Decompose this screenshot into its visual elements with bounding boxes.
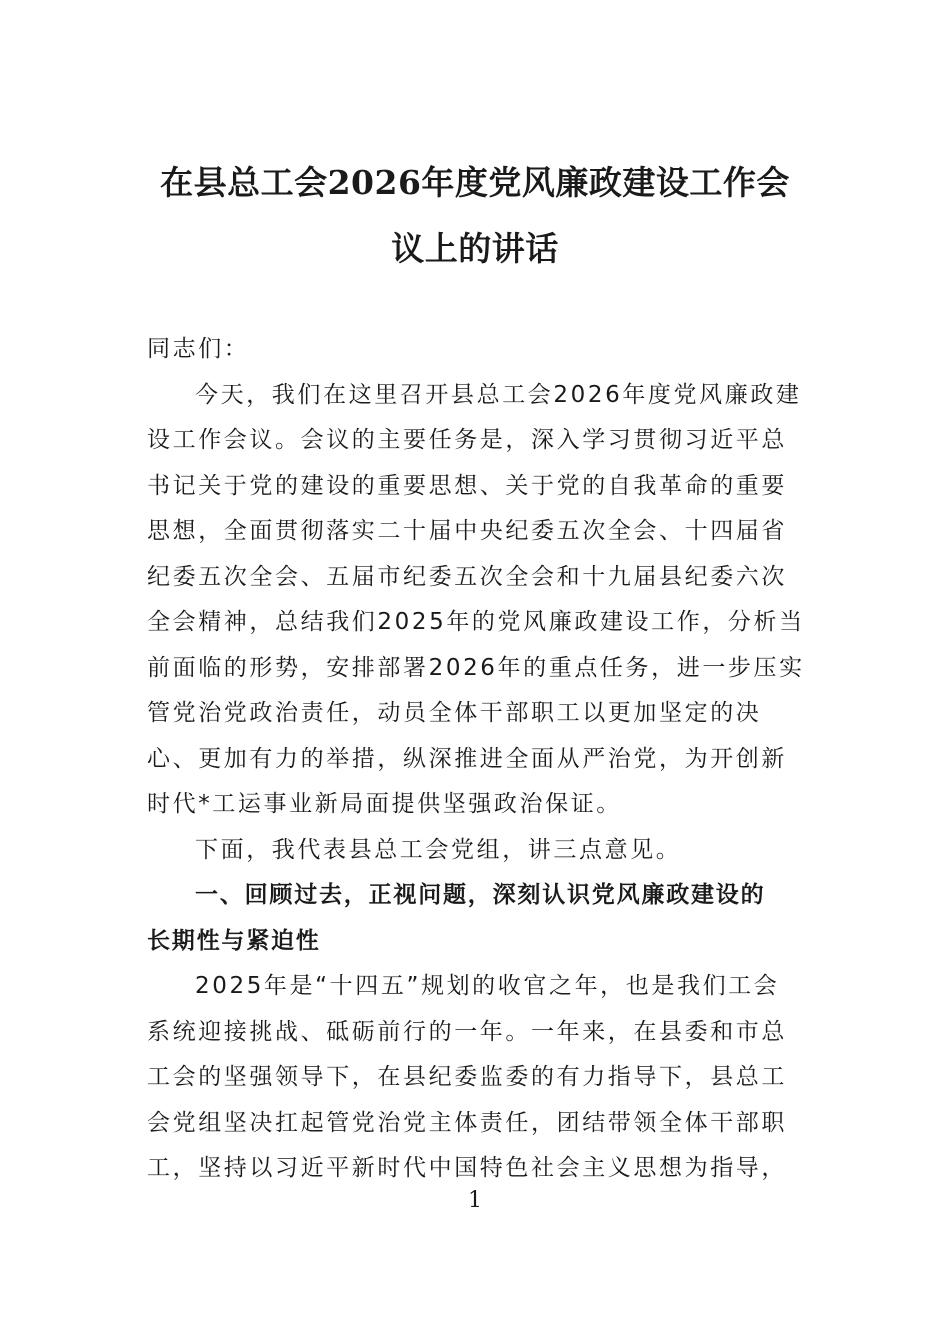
title-line: 议上的讲话 — [391, 229, 559, 268]
review-paragraph — [147, 964, 807, 1192]
title-line: 在县总工会2026年度党风廉政建设工作会 — [160, 163, 790, 202]
paragraph-line: 纪委五次全会、五届市纪委五次全会和十九届县纪委六次 — [147, 563, 787, 590]
paragraph-line: 工，坚持以习近平新时代中国特色社会主义思想为指导， — [147, 1155, 787, 1181]
document-title — [148, 150, 802, 282]
paragraph-line: 思想，全面贯彻落实二十届中央纪委五次全会、十四届省 — [147, 518, 787, 544]
section-heading-line: 一、回顾过去，正视问题，深刻认识党风廉政建设的 — [195, 882, 766, 908]
section-heading — [147, 873, 807, 964]
paragraph-line: 管党治党政治责任，动员全体干部职工以更加坚定的决 — [147, 700, 762, 726]
paragraph-line: 系统迎接挑战、砥砺前行的一年。一年来，在县委和市总 — [147, 1018, 787, 1045]
paragraph-line: 设工作会议。会议的主要任务是，深入学习贯彻习近平总 — [147, 427, 787, 453]
paragraph-line: 前面临的形势，安排部署2026年的重点任务，进一步压实 — [147, 654, 805, 681]
paragraph-line: 心、更加有力的举措，纵深推进全面从严治党，为开创新 — [147, 745, 787, 772]
salutation: 同志们： — [147, 336, 250, 362]
paragraph-line: 工会的坚强领导下，在县纪委监委的有力指导下，县总工 — [147, 1064, 787, 1090]
paragraph-line: 书记关于党的建设的重要思想、关于党的自我革命的重要 — [147, 472, 787, 499]
paragraph-line: 今天，我们在这里召开县总工会2026年度党风廉政建 — [195, 381, 802, 408]
paragraph-line: 2025年是“十四五”规划的收官之年，也是我们工会 — [195, 973, 780, 999]
section-heading-line: 长期性与紧迫性 — [147, 927, 321, 954]
opening-paragraph — [147, 373, 807, 828]
paragraph-line: 全会精神，总结我们2025年的党风廉政建设工作，分析当 — [147, 609, 805, 635]
paragraph-line: 会党组坚决扛起管党治党主体责任，团结带领全体干部职 — [147, 1109, 787, 1136]
transition-paragraph: 下面，我代表县总工会党组，讲三点意见。 — [195, 836, 682, 863]
document-body — [147, 327, 807, 1192]
page-number: 1 — [468, 1188, 482, 1213]
paragraph-line: 时代*工运事业新局面提供坚强政治保证。 — [147, 791, 622, 817]
